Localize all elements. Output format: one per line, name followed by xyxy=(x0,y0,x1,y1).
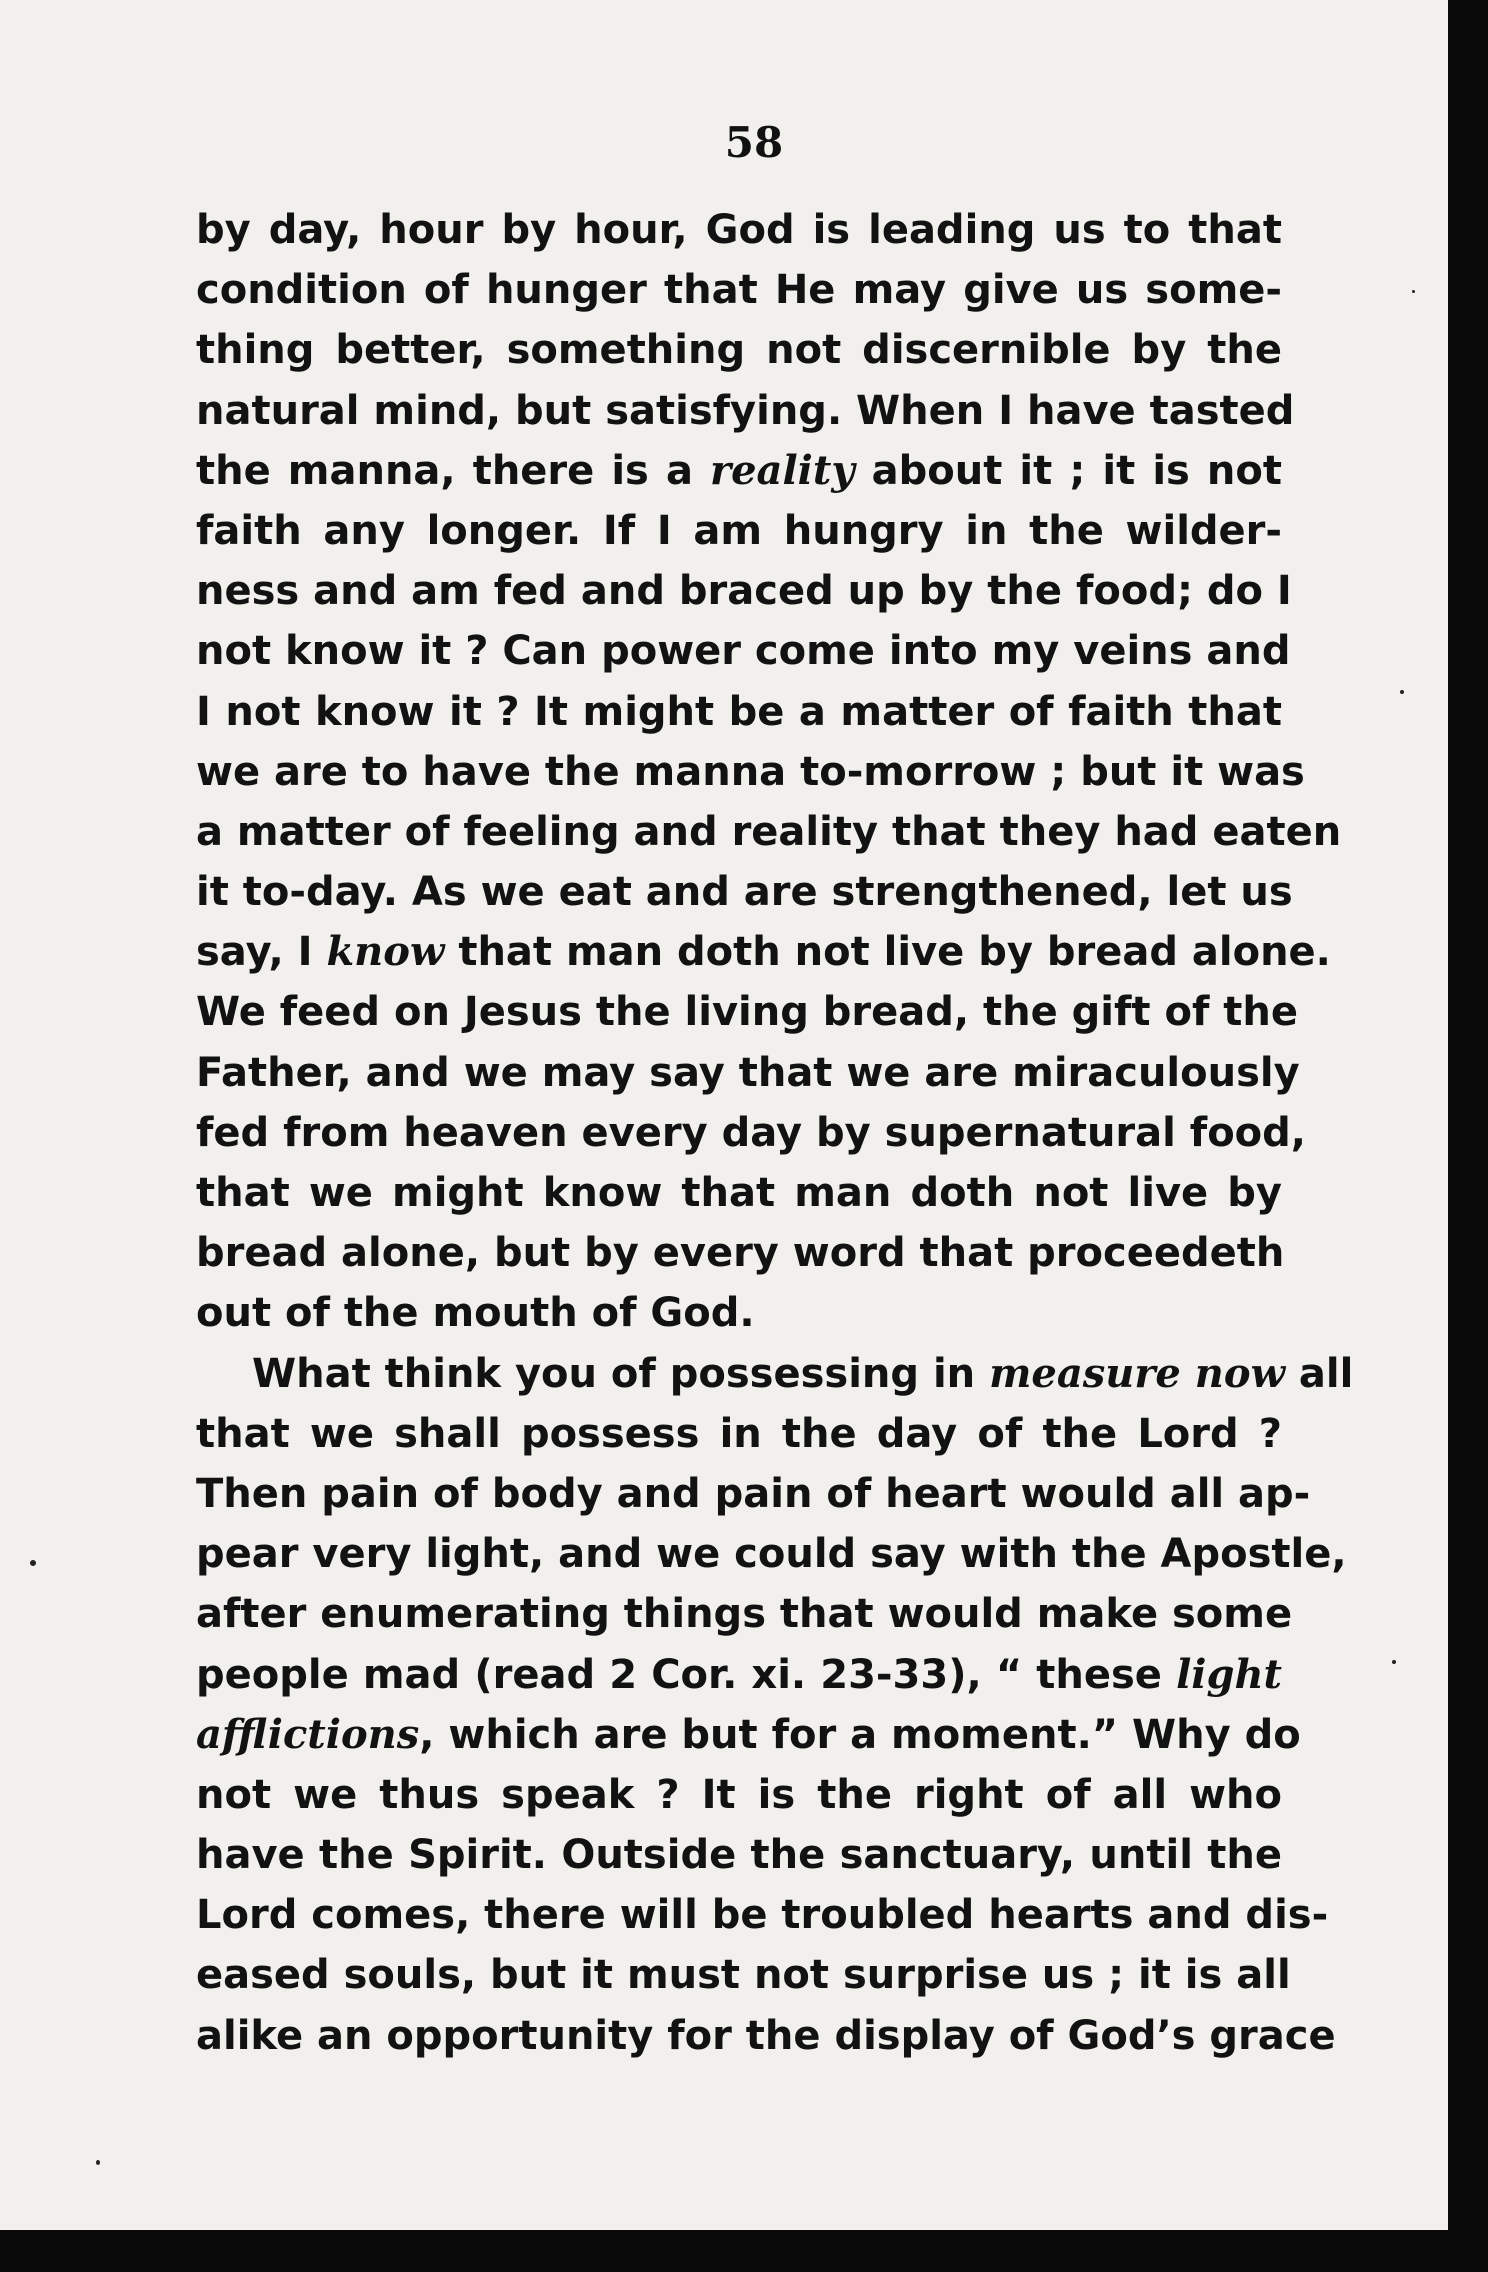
text-line: Father, and we may say that we are miraculously xyxy=(196,1049,1300,1096)
ink-speck xyxy=(30,1560,36,1566)
text-line xyxy=(196,1705,1301,1765)
text-line: bread alone, but by every word that proceedeth xyxy=(196,1230,1285,1277)
ink-speck xyxy=(1412,290,1415,293)
text-line: We feed on Jesus the living bread, the gift of the xyxy=(196,989,1298,1036)
text-run: that man doth not live by bread alone. xyxy=(444,929,1331,976)
text-line: that we might know that man doth not live by xyxy=(196,1170,1282,1216)
italic-emphasis: measure now xyxy=(989,1349,1285,1397)
text-line: have the Spirit. Outside the sanctuary, until the xyxy=(196,1832,1282,1879)
scan-border-right xyxy=(1448,0,1488,2272)
text-run: people mad (read 2 Cor. xi. 23-33), “ these xyxy=(196,1651,1177,1698)
text-line: it to-day. As we eat and are strengthened, let us xyxy=(196,869,1293,916)
scan-border-bottom xyxy=(0,2230,1488,2272)
text-run: What think you of possessing in xyxy=(252,1350,990,1397)
text-line: thing better, something not discernible by the xyxy=(196,327,1282,374)
text-run: the manna, there is a xyxy=(196,447,711,494)
text-line: fed from heaven every day by supernatural food, xyxy=(196,1109,1306,1156)
ink-speck xyxy=(96,2160,100,2165)
text-line: by day, hour by hour, God is leading us to that xyxy=(196,207,1282,253)
italic-emphasis: light xyxy=(1176,1650,1282,1698)
italic-emphasis: know xyxy=(326,928,445,976)
text-line: alike an opportunity for the display of God’s grace xyxy=(196,2012,1336,2059)
text-line xyxy=(196,922,1331,982)
page-number: 58 xyxy=(724,118,784,167)
text-line: not know it ? Can power come into my veins and xyxy=(196,628,1291,675)
text-line xyxy=(196,441,1282,501)
ink-speck xyxy=(1392,1660,1396,1664)
text-run: say, I xyxy=(196,929,327,976)
paragraph-2 xyxy=(196,1344,1354,2066)
text-line: Then pain of body and pain of heart would all ap- xyxy=(196,1470,1311,1517)
text-line: pear very light, and we could say with the Apostle, xyxy=(196,1531,1347,1578)
text-line: a matter of feeling and reality that they had eaten xyxy=(196,808,1342,855)
text-line: I not know it ? It might be a matter of faith that xyxy=(196,688,1282,735)
text-line: eased souls, but it must not surprise us ; it is all xyxy=(196,1952,1291,1999)
text-line: not we thus speak ? It is the right of all who xyxy=(196,1771,1282,1818)
text-line xyxy=(196,1344,1354,1404)
italic-emphasis: afflictions xyxy=(196,1710,420,1758)
text-line: that we shall possess in the day of the Lord ? xyxy=(196,1410,1282,1457)
paragraph-1 xyxy=(196,200,1342,1344)
text-run: all xyxy=(1285,1350,1354,1397)
text-line xyxy=(196,1645,1282,1705)
text-line: ness and am fed and braced up by the food; do I xyxy=(196,568,1292,615)
text-run: about it ; it is not xyxy=(854,447,1282,494)
text-line: Lord comes, there will be troubled hearts and dis- xyxy=(196,1892,1329,1939)
text-line: condition of hunger that He may give us some- xyxy=(196,267,1282,314)
text-run: , which are but for a moment.” Why do xyxy=(419,1711,1301,1758)
text-line: we are to have the manna to-morrow ; but it was xyxy=(196,748,1305,795)
text-line: natural mind, but satisfying. When I have tasted xyxy=(196,387,1295,434)
body-text xyxy=(196,200,1354,2066)
text-line: out of the mouth of God. xyxy=(196,1290,755,1337)
text-line: faith any longer. If I am hungry in the wilder- xyxy=(196,507,1282,554)
italic-emphasis: reality xyxy=(710,446,855,494)
ink-speck xyxy=(1400,690,1404,694)
text-line: after enumerating things that would make some xyxy=(196,1591,1293,1638)
